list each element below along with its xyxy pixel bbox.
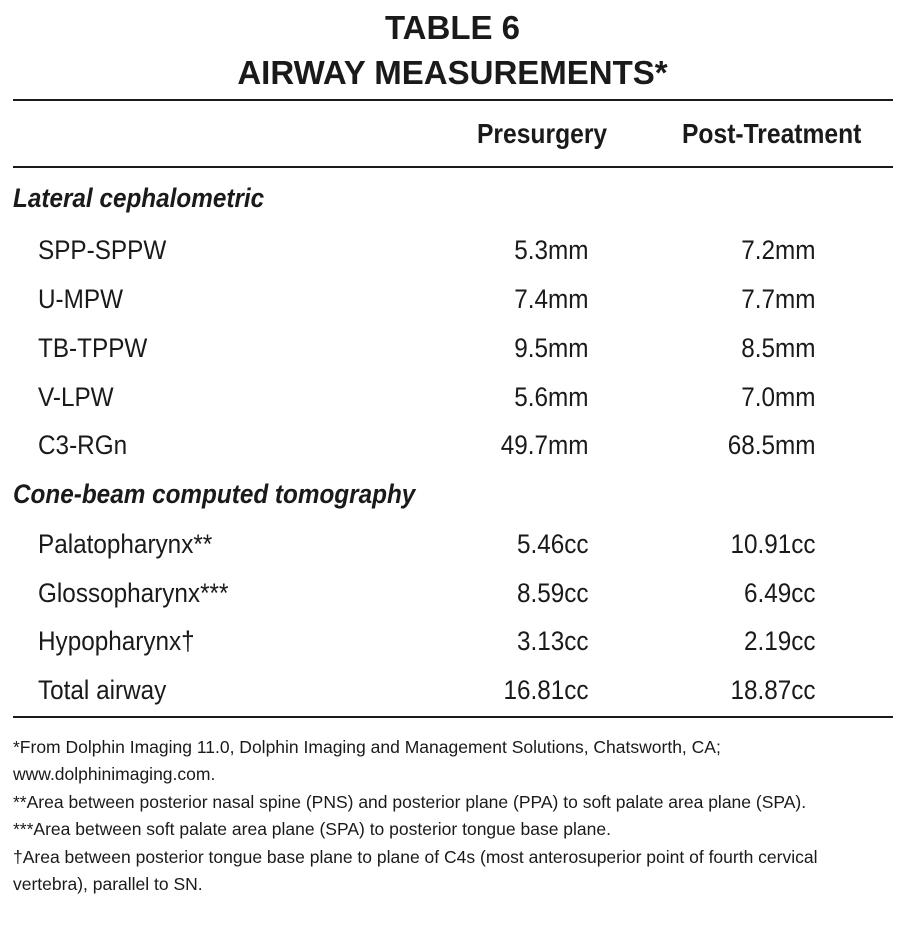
row-label: V-LPW [38, 382, 114, 412]
post-treatment-value: 7.7mm [741, 284, 816, 314]
header-rule [13, 166, 893, 168]
presurgery-value: 7.4mm [514, 284, 589, 314]
presurgery-value: 8.59cc [517, 578, 589, 608]
presurgery-value: 16.81cc [503, 675, 589, 705]
column-header-post-treatment: Post-Treatment [682, 118, 862, 149]
footnote: †Area between posterior tongue base plane to plane of C4s (most anterosuperior point of fourth cervical vertebra), parallel to SN. [13, 846, 818, 895]
post-treatment-value: 2.19cc [744, 626, 816, 656]
presurgery-value: 5.46cc [517, 529, 589, 559]
post-treatment-value: 7.2mm [741, 235, 816, 265]
row-label: U-MPW [38, 284, 124, 314]
post-treatment-value: 18.87cc [730, 675, 816, 705]
post-treatment-value: 6.49cc [744, 578, 816, 608]
bottom-rule [13, 716, 893, 718]
presurgery-value: 9.5mm [514, 333, 589, 363]
footnote: ***Area between soft palate area plane (SPA) to posterior tongue base plane. [13, 819, 611, 840]
post-treatment-value: 10.91cc [730, 529, 816, 559]
row-label: SPP-SPPW [38, 235, 167, 265]
row-label: Total airway [38, 675, 167, 705]
table-row [0, 281, 905, 317]
row-label: Glossopharynx*** [38, 578, 229, 608]
table-row [0, 526, 905, 562]
table-row [0, 427, 905, 463]
top-rule [13, 99, 893, 101]
footnotes [13, 734, 893, 898]
post-treatment-value: 7.0mm [741, 382, 816, 412]
post-treatment-value: 8.5mm [741, 333, 816, 363]
presurgery-value: 5.6mm [514, 382, 589, 412]
table-row [0, 379, 905, 415]
column-header-presurgery: Presurgery [477, 118, 608, 149]
post-treatment-value: 68.5mm [728, 430, 816, 460]
table-row [0, 575, 905, 611]
table-row [0, 330, 905, 366]
presurgery-value: 3.13cc [517, 626, 589, 656]
presurgery-value: 49.7mm [501, 430, 589, 460]
row-label: Palatopharynx** [38, 529, 213, 559]
row-label: TB-TPPW [38, 333, 148, 363]
table-row [0, 232, 905, 268]
table-row [0, 672, 905, 708]
row-label: Hypopharynx† [38, 626, 195, 656]
section-heading-lateral-cephalometric: Lateral cephalometric [13, 183, 265, 213]
table-row [0, 623, 905, 659]
table-title: AIRWAY MEASUREMENTS* [237, 54, 668, 91]
footnote: **Area between posterior nasal spine (PNS) and posterior plane (PPA) to soft palate area plane (SPA). [13, 791, 807, 812]
footnote: *From Dolphin Imaging 11.0, Dolphin Imaging and Management Solutions, Chatsworth, CA; www.dolphinimaging.com. [13, 737, 721, 785]
section-heading-cone-beam-ct: Cone-beam computed tomography [13, 479, 416, 509]
presurgery-value: 5.3mm [514, 235, 589, 265]
table-number: TABLE 6 [384, 9, 521, 46]
row-label: C3-RGn [38, 430, 128, 460]
